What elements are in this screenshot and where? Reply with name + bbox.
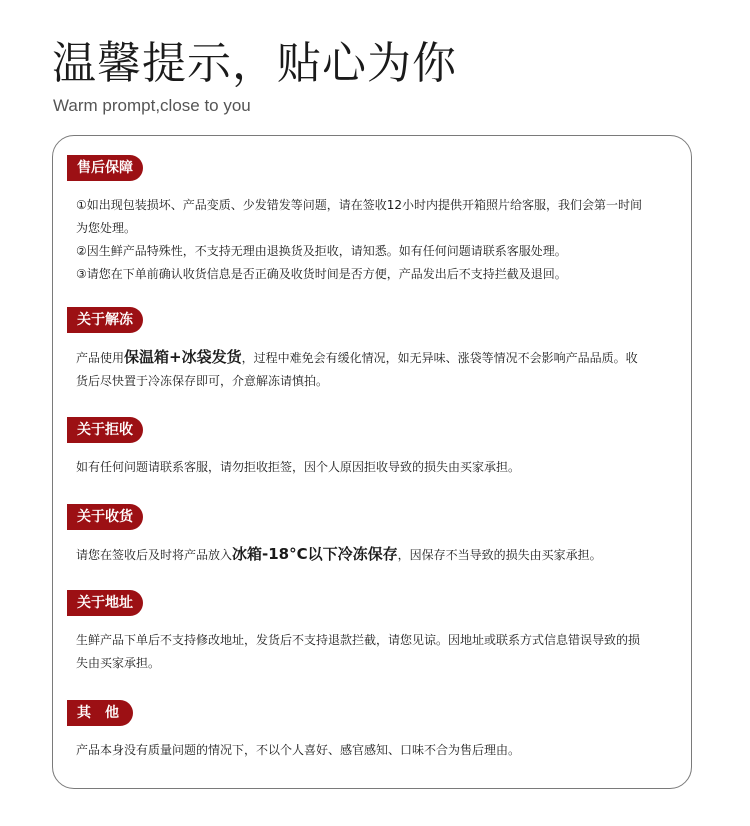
address-text [67, 629, 680, 675]
section-badge-rejection: 关于拒收 [67, 417, 143, 443]
thawing-line-1-post: ，过程中难免会有缓化情况，如无异味、涨袋等情况不会影响产品品质。收 [241, 351, 638, 365]
section-receiving [67, 504, 680, 567]
receiving-highlight: 冰箱-18°C以下冷冻保存 [232, 545, 398, 563]
thawing-highlight: 保温箱+冰袋发货 [124, 348, 242, 366]
address-line-1: 生鲜产品下单后不支持修改地址，发货后不支持退款拦截，请您见谅。因地址或联系方式信息错误导致的损 [76, 633, 641, 647]
receiving-line-1-post: ，因保存不当导致的损失由买家承担。 [397, 548, 602, 562]
thawing-text [67, 346, 680, 393]
section-thawing [67, 307, 680, 393]
thawing-line-2: 货后尽快置于冷冻保存即可，介意解冻请慎拍。 [76, 374, 329, 388]
section-after-sales [67, 155, 680, 286]
section-other [67, 700, 680, 762]
section-badge-other: 其 他 [67, 700, 133, 726]
receiving-text [67, 543, 680, 567]
thawing-line-1 [76, 346, 680, 370]
section-badge-address: 关于地址 [67, 590, 143, 616]
rejection-text [67, 456, 680, 479]
section-badge-thawing: 关于解冻 [67, 307, 143, 333]
after-sales-line-4: ③请您在下单前确认收货信息是否正确及收货时间是否方便，产品发出后不支持拦截及退回。 [76, 267, 567, 281]
after-sales-line-3: ②因生鲜产品特殊性，不支持无理由退换货及拒收，请知悉。如有任何问题请联系客服处理。 [76, 244, 567, 258]
section-address [67, 590, 680, 675]
after-sales-text [67, 194, 680, 286]
other-line-1: 产品本身没有质量问题的情况下，不以个人喜好、感官感知、口味不合为售后理由。 [76, 743, 521, 757]
other-text [67, 739, 680, 762]
page-subtitle: Warm prompt,close to you [53, 96, 251, 115]
after-sales-line-1: ①如出现包装损坏、产品变质、少发错发等问题，请在签收12小时内提供开箱照片给客服，我们会第一时间 [76, 198, 643, 212]
after-sales-line-2: 为您处理。 [76, 221, 137, 235]
page-title: 温馨提示，贴心为你 [52, 38, 457, 89]
thawing-line-1-pre: 产品使用 [76, 351, 125, 365]
rejection-line-1: 如有任何问题请联系客服，请勿拒收拒签，因个人原因拒收导致的损失由买家承担。 [76, 460, 521, 474]
section-badge-receiving: 关于收货 [67, 504, 143, 530]
receiving-line-1 [76, 543, 680, 567]
address-line-2: 失由买家承担。 [76, 656, 161, 670]
section-rejection [67, 417, 680, 479]
receiving-line-1-pre: 请您在签收后及时将产品放入 [76, 548, 233, 562]
section-badge-after-sales: 售后保障 [67, 155, 143, 181]
